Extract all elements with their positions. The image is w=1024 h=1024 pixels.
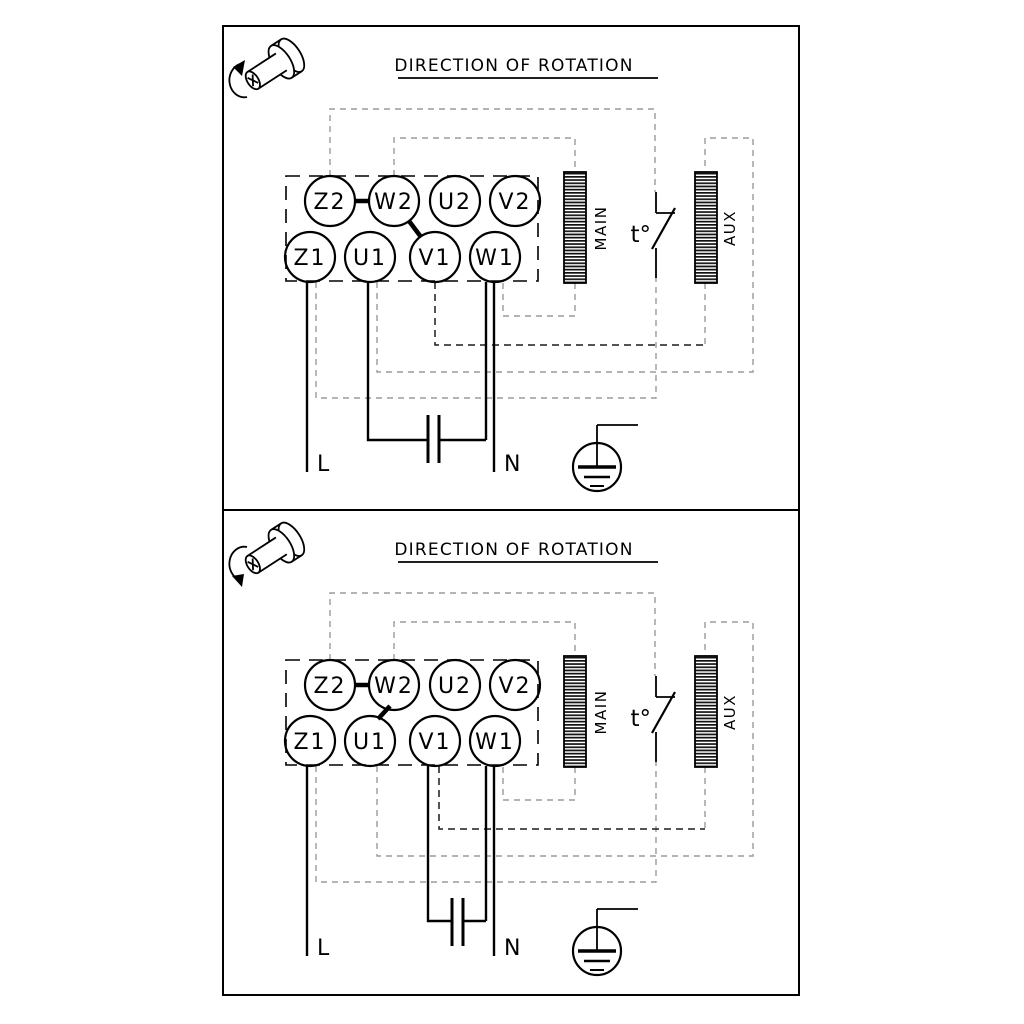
arrow-head-icon: [233, 60, 245, 76]
svg-text:V2: V2: [498, 190, 532, 215]
wire-neutral: [486, 282, 520, 477]
svg-text:V2: V2: [498, 674, 532, 699]
ground-symbol: [573, 909, 638, 975]
rotation-ccw-icon: [229, 34, 309, 99]
svg-text:W2: W2: [374, 674, 414, 699]
terminal-v1: [410, 716, 460, 766]
terminal-u1: [345, 716, 395, 766]
svg-text:V1: V1: [418, 246, 452, 271]
panel-rotation-cw: [222, 509, 800, 996]
svg-text:L: L: [317, 452, 330, 477]
terminal-w1: [470, 716, 520, 766]
svg-text:W2: W2: [374, 190, 414, 215]
thermal-switch: [630, 676, 675, 762]
main-coil: [564, 172, 610, 283]
diagram-2: [222, 509, 800, 995]
ground-symbol: [573, 425, 638, 491]
svg-text:N: N: [504, 936, 521, 961]
aux-coil: [695, 172, 739, 283]
svg-text:L: L: [317, 936, 330, 961]
svg-text:Z1: Z1: [293, 730, 327, 755]
svg-text:MAIN: MAIN: [592, 205, 610, 251]
svg-text:Z2: Z2: [313, 674, 347, 699]
terminal-v2: [490, 660, 540, 710]
terminal-u1: [345, 232, 395, 282]
main-coil: [564, 656, 610, 767]
svg-text:AUX: AUX: [721, 693, 739, 731]
svg-text:t°: t°: [630, 706, 651, 732]
link-bar-w2-v1: [409, 221, 421, 237]
svg-text:MAIN: MAIN: [592, 689, 610, 735]
svg-text:W1: W1: [475, 246, 515, 271]
svg-text:W1: W1: [475, 730, 515, 755]
terminal-v1: [410, 232, 460, 282]
terminal-z2: [305, 176, 355, 226]
rotation-cw-icon: [229, 518, 309, 587]
svg-text:Z2: Z2: [313, 190, 347, 215]
routing-dashed-v1-aux: [439, 766, 705, 829]
routing-dashed-v1-aux: [435, 282, 705, 345]
svg-text:U1: U1: [352, 246, 388, 271]
terminal-u2: [430, 176, 480, 226]
page-title: DIRECTION OF ROTATION: [394, 540, 634, 560]
svg-text:Z1: Z1: [293, 246, 327, 271]
svg-text:N: N: [504, 452, 521, 477]
terminal-w2: [369, 176, 419, 226]
terminal-w2: [369, 660, 419, 710]
aux-coil: [695, 656, 739, 767]
svg-text:U1: U1: [352, 730, 388, 755]
svg-text:t°: t°: [630, 222, 651, 248]
page-title: DIRECTION OF ROTATION: [394, 56, 634, 76]
wire-live: [307, 766, 330, 961]
arrow-head-icon: [232, 574, 244, 587]
terminal-z1: [285, 232, 335, 282]
wire-live: [307, 282, 330, 477]
svg-text:U2: U2: [437, 674, 473, 699]
wire-neutral: [486, 766, 520, 961]
svg-text:U2: U2: [437, 190, 473, 215]
svg-text:AUX: AUX: [721, 209, 739, 247]
svg-text:V1: V1: [418, 730, 452, 755]
diagram-1: [222, 25, 800, 511]
terminal-v2: [490, 176, 540, 226]
terminal-z1: [285, 716, 335, 766]
thermal-switch: [630, 192, 675, 278]
terminal-u2: [430, 660, 480, 710]
panel-rotation-ccw: [222, 25, 800, 511]
terminal-z2: [305, 660, 355, 710]
terminal-w1: [470, 232, 520, 282]
